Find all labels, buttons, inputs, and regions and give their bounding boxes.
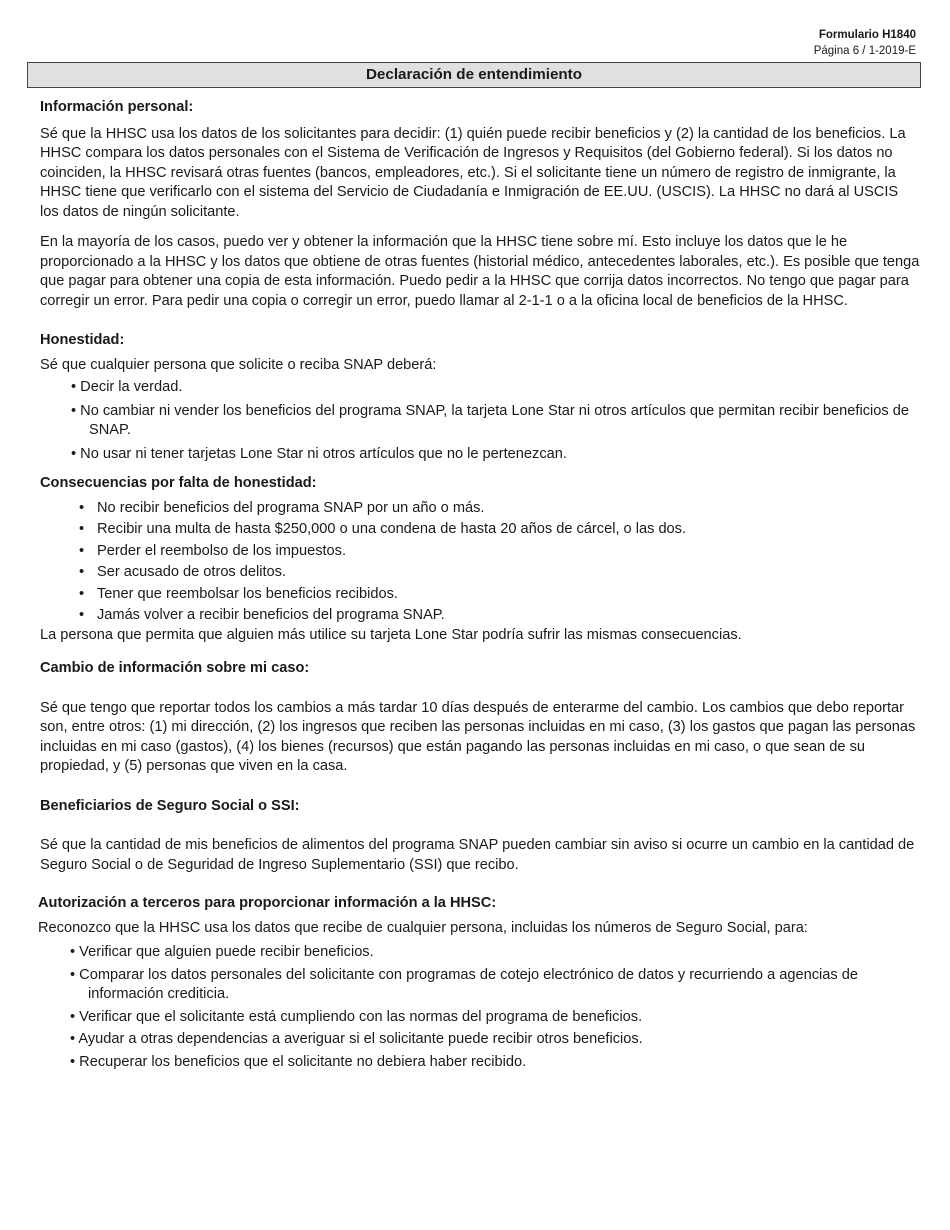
honesty-list [40,378,920,464]
list-item: • Verificar que alguien puede recibir beneficios. [40,943,920,963]
list-item: • No usar ni tener tarjetas Lone Star ni otros artículos que no le pertenezcan. [40,445,920,465]
consequences-note: La persona que permita que alguien más utilice su tarjeta Lone Star podría sufrir las mismas consecuencias. [40,626,742,643]
case-changes-paragraph: Sé que tengo que reportar todos los cambios a más tardar 10 días después de enterarme del cambio. Los cambios que debo reportar son, entre otros: (1) mi dirección, (2) los ingresos que reciben las personas incluidas en mi caso, (3) los gastos que pagan las personas incluidas en mi caso (gastos), (4) los bienes (recursos) que están pagando las personas incluidas en mi caso, o que sean de su propiedad, y (5) personas que viven en la casa. [40,699,916,774]
authorization-list [40,943,920,1072]
document-body [40,98,920,1072]
list-item: • Jamás volver a recibir beneficios del programa SNAP. [40,606,920,626]
list-item: • Tener que reembolsar los beneficios recibidos. [40,585,920,605]
page-info: Página 6 / 1-2019-E [813,45,916,57]
list-item: • Ser acusado de otros delitos. [40,563,920,583]
list-item: • No recibir beneficios del programa SNAP por un año o más. [40,499,920,519]
list-item: • Recibir una multa de hasta $250,000 o una condena de hasta 20 años de cárcel, o las dos. [40,520,920,540]
honesty-heading: Honestidad: [40,332,125,348]
list-item: • Recuperar los beneficios que el solicitante no debiera haber recibido. [40,1053,920,1073]
consequences-list [40,499,920,626]
page-title: Declaración de entendimiento [27,62,921,88]
authorization-intro: Reconozco que la HHSC usa los datos que recibe de cualquier persona, incluidas los números de Seguro Social, para: [38,919,808,936]
case-changes-heading: Cambio de información sobre mi caso: [40,660,310,676]
list-item: • Decir la verdad. [40,378,920,398]
ssi-paragraph: Sé que la cantidad de mis beneficios de alimentos del programa SNAP pueden cambiar sin aviso si ocurre un cambio en la cantidad de Seguro Social o de Seguridad de Ingreso Suplementario (SSI) que recibo. [40,837,915,873]
personal-info-paragraph-2: En la mayoría de los casos, puedo ver y obtener la información que la HHSC tiene sobre mí. Esto incluye los datos que le he proporcionado a la HHSC y los datos que obtiene de otras fuentes (historial médico, antecedentes laborales, etc.). Es posible que tenga que pagar para obtener una copia de esta información. Puedo pedir a la HHSC que corrija datos incorrectos. No tengo que pagar para corregir un error. Para pedir una copia o corregir un error, puedo llamar al 2-1-1 o a la oficina local de beneficios de la HHSC. [40,234,920,309]
list-item: • Verificar que el solicitante está cumpliendo con las normas del programa de beneficios. [40,1008,920,1028]
consequences-heading: Consecuencias por falta de honestidad: [40,475,317,491]
authorization-heading: Autorización a terceros para proporcionar información a la HHSC: [38,895,497,911]
personal-info-paragraph-1: Sé que la HHSC usa los datos de los solicitantes para decidir: (1) quién puede recibir beneficios y (2) la cantidad de los beneficios. La HHSC compara los datos personales con el Sistema de Verificación de Ingresos y Requisitos (del Gobierno federal). Si los datos no coinciden, la HHSC revisará otras fuentes (bancos, empleadores, etc.). Si el solicitante tiene un número de registro de inmigrante, la HHSC tiene que verificarlo con el sistema del Servicio de Ciudadanía e Inmigración de EE.UU. (USCIS). La HHSC no dará al USCIS los datos de ningún solicitante. [40,125,906,220]
list-item: • Comparar los datos personales del solicitante con programas de cotejo electrónico de datos y recurriendo a agencias de información crediticia. [40,966,920,1005]
form-id: Formulario H1840 [818,29,916,41]
personal-info-heading: Información personal: [40,99,194,115]
list-item: • No cambiar ni vender los beneficios del programa SNAP, la tarjeta Lone Star ni otros artículos que permitan recibir beneficios de SNAP. [40,402,920,441]
ssi-heading: Beneficiarios de Seguro Social o SSI: [40,797,300,814]
list-item: • Perder el reembolso de los impuestos. [40,542,920,562]
honesty-intro: Sé que cualquier persona que solicite o reciba SNAP deberá: [40,356,437,373]
list-item: • Ayudar a otras dependencias a averiguar si el solicitante puede recibir otros beneficios. [40,1030,920,1050]
form-header [814,27,916,59]
